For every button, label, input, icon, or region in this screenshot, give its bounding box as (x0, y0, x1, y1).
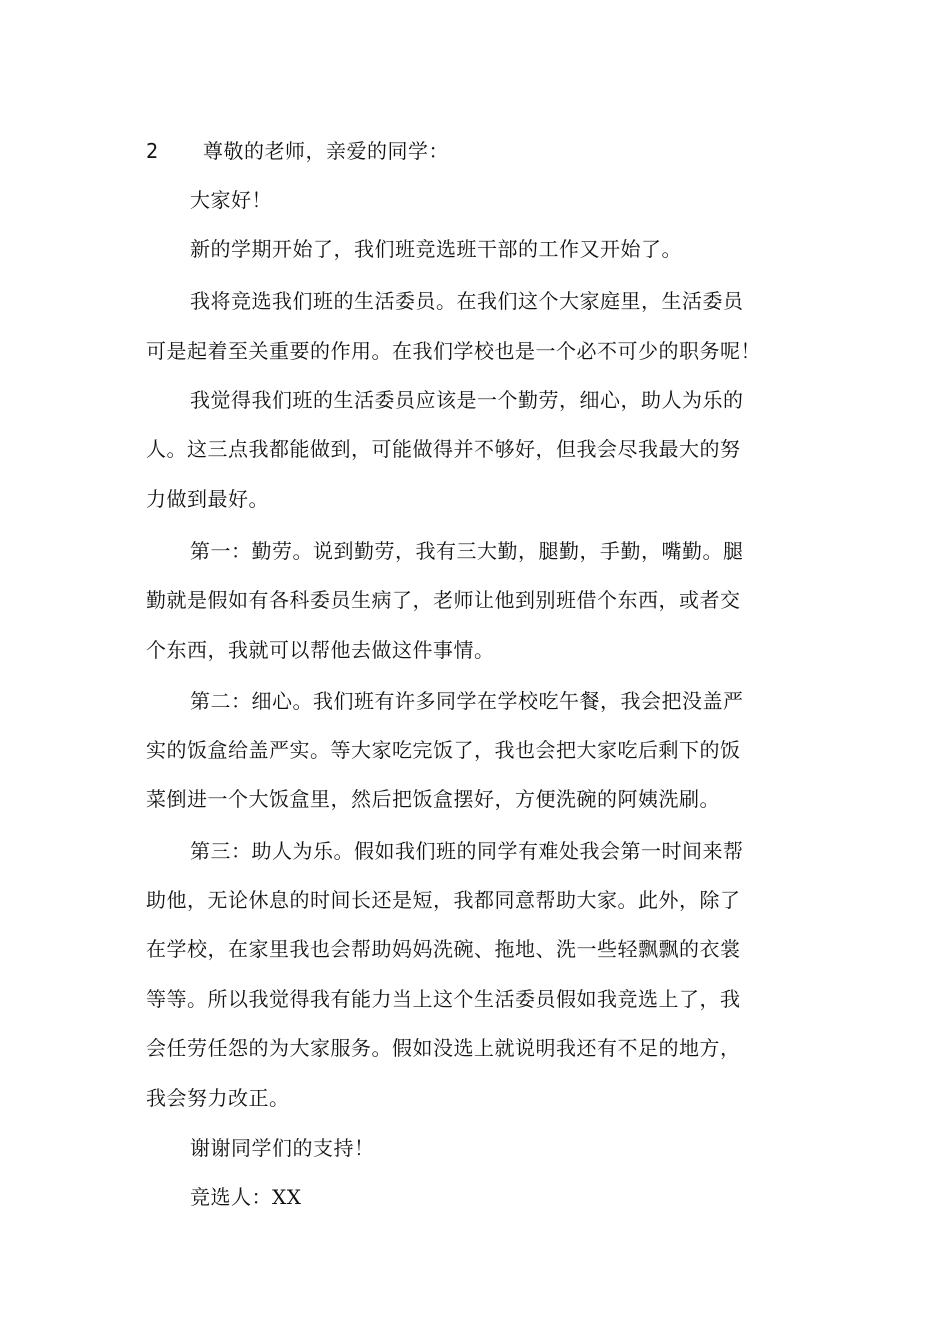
paragraph-line: 我觉得我们班的生活委员应该是一个勤劳，细心，助人为乐的 (190, 388, 744, 412)
paragraph-line: 力做到最好。 (146, 487, 269, 511)
paragraph-line: 第三：助人为乐。假如我们班的同学有难处我会第一时间来帮 (190, 839, 744, 863)
paragraph-line: 勤就是假如有各科委员生病了，老师让他到别班借个东西，或者交 (146, 588, 741, 612)
paragraph-line: 第二：细心。我们班有许多同学在学校吃午餐，我会把没盖严 (190, 689, 744, 713)
section-number: 2 (146, 139, 159, 163)
salutation: 尊敬的老师，亲爱的同学： (203, 139, 449, 163)
paragraph-line: 会任劳任怨的为大家服务。假如没选上就说明我还有不足的地方， (146, 1036, 741, 1060)
paragraph-line: 第一：勤劳。说到勤劳，我有三大勤，腿勤，手勤，嘴勤。腿 (190, 539, 744, 563)
paragraph-line: 实的饭盒给盖严实。等大家吃完饭了，我也会把大家吃后剩下的饭 (146, 738, 741, 762)
paragraph-line: 我将竞选我们班的生活委员。在我们这个大家庭里，生活委员 (190, 289, 744, 313)
paragraph-line: 新的学期开始了，我们班竞选班干部的工作又开始了。 (190, 237, 682, 261)
paragraph-line: 可是起着至关重要的作用。在我们学校也是一个必不可少的职务呢！ (146, 339, 761, 363)
closing-thanks: 谢谢同学们的支持！ (190, 1136, 375, 1160)
paragraph-line: 人。这三点我都能做到，可能做得并不够好，但我会尽我最大的努 (146, 437, 741, 461)
paragraph-line: 菜倒进一个大饭盒里，然后把饭盒摆好，方便洗碗的阿姨洗刷。 (146, 787, 720, 811)
paragraph-line: 在学校，在家里我也会帮助妈妈洗碗、拖地、洗一些轻飘飘的衣裳 (146, 937, 741, 961)
paragraph-line: 我会努力改正。 (146, 1086, 290, 1110)
paragraph-line: 等等。所以我觉得我有能力当上这个生活委员假如我竞选上了，我 (146, 987, 741, 1011)
paragraph-line: 助他，无论休息的时间长还是短，我都同意帮助大家。此外，除了 (146, 888, 741, 912)
paragraph-line: 个东西，我就可以帮他去做这件事情。 (146, 638, 495, 662)
greeting: 大家好！ (190, 188, 272, 212)
signature-line: 竞选人：XX (190, 1185, 302, 1209)
